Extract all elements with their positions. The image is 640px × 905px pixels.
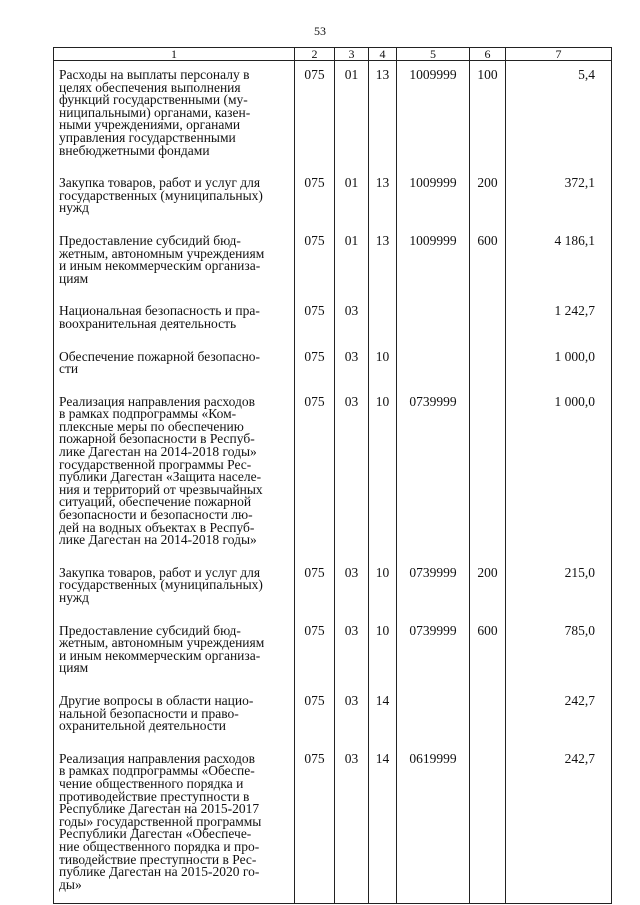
row-subsection-code: 14 [369,687,397,745]
row-amount: 242,7 [506,687,612,745]
row-section-code: 03 [335,687,369,745]
row-description-text: Реализация направления расходов в рамках подпрограммы «Обеспе- чение общественного порядка и противодействие преступности в Республике Дагестан на 2015-2017 годы» государственной программы Республики Дагестан «Обеспече- ние общественного порядка и про- тиводействие преступности в Рес- публике Дагестан на 2015-2020 го- ды» [59,750,262,892]
row-description-text: Реализация направления расходов в рамках подпрограммы «Ком- плексные меры по обеспечению пожарной безопасности в Респуб- лике Дагестан на 2014-2018 годы» государственной программы Рес- публики Дагестан «Защита населе- ния и территорий от чрезвычайных ситуаций, обеспечение пожарной безопасности и безопасности лю- дей на водных объектах в Респуб- лике Дагестан на 2014-2018 годы» [59,393,263,548]
row-expense-type-code: 600 [470,617,506,687]
header-col-3: 3 [335,48,369,61]
row-amount: 242,7 [506,745,612,904]
row-amount: 1 000,0 [506,343,612,388]
row-expense-type-code [470,388,506,559]
row-ministry-code: 075 [295,687,335,745]
row-description-text: Предоставление субсидий бюд- жетным, автономным учреждениям и иным некоммерческим организа- циям [59,232,265,286]
row-description [54,227,295,297]
row-description-text: Другие вопросы в области нацио- нальной безопасности и право- охранительной деятельности [59,692,254,734]
row-subsection-code: 10 [369,559,397,617]
row-target-code: 0739999 [397,617,470,687]
budget-table [53,47,612,904]
row-section-code: 03 [335,559,369,617]
table-row [54,687,612,745]
row-subsection-code: 10 [369,388,397,559]
row-section-code: 03 [335,745,369,904]
row-amount: 5,4 [506,61,612,170]
table-row [54,745,612,904]
row-ministry-code: 075 [295,343,335,388]
row-section-code: 03 [335,343,369,388]
row-target-code: 1009999 [397,169,470,227]
row-ministry-code: 075 [295,745,335,904]
row-expense-type-code: 200 [470,169,506,227]
row-target-code [397,687,470,745]
row-section-code: 03 [335,297,369,342]
row-amount: 215,0 [506,559,612,617]
row-subsection-code: 14 [369,745,397,904]
row-description [54,745,295,904]
row-description [54,343,295,388]
row-ministry-code: 075 [295,388,335,559]
row-description [54,169,295,227]
row-description-text: Закупка товаров, работ и услуг для государственных (муниципальных) нужд [59,564,263,605]
row-expense-type-code [470,297,506,342]
row-subsection-code: 10 [369,617,397,687]
row-description-text: Обеспечение пожарной безопасно- сти [59,348,261,377]
row-description [54,61,295,170]
row-description-text: Национальная безопасность и пра- воохранительная деятельность [59,303,260,331]
row-expense-type-code [470,687,506,745]
table-row [54,227,612,297]
row-subsection-code [369,297,397,342]
row-target-code: 0739999 [397,559,470,617]
row-expense-type-code: 200 [470,559,506,617]
row-section-code: 03 [335,388,369,559]
row-target-code [397,297,470,342]
table-row [54,343,612,388]
row-amount: 372,1 [506,169,612,227]
table-row [54,617,612,687]
row-description [54,297,295,342]
row-section-code: 01 [335,61,369,170]
row-subsection-code: 13 [369,169,397,227]
row-subsection-code: 10 [369,343,397,388]
table-row [54,61,612,170]
header-col-7: 7 [506,48,612,61]
row-ministry-code: 075 [295,617,335,687]
page-number: 53 [314,24,326,38]
row-target-code: 1009999 [397,61,470,170]
row-ministry-code: 075 [295,227,335,297]
row-amount: 4 186,1 [506,227,612,297]
row-expense-type-code [470,343,506,388]
row-expense-type-code [470,745,506,904]
header-col-2: 2 [295,48,335,61]
row-description [54,617,295,687]
row-ministry-code: 075 [295,169,335,227]
header-col-5: 5 [397,48,470,61]
row-expense-type-code: 600 [470,227,506,297]
row-target-code: 0619999 [397,745,470,904]
row-ministry-code: 075 [295,61,335,170]
header-col-4: 4 [369,48,397,61]
row-section-code: 01 [335,169,369,227]
row-amount: 1 242,7 [506,297,612,342]
row-section-code: 01 [335,227,369,297]
row-description [54,388,295,559]
row-subsection-code: 13 [369,227,397,297]
row-description-text: Расходы на выплаты персоналу в целях обеспечения выполнения функций государственными (му- ниципальными) органами, казен- ными учреждениями, органами управления государственными внебюджетными фондами [59,67,251,158]
row-target-code: 1009999 [397,227,470,297]
header-col-6: 6 [470,48,506,61]
table-row [54,559,612,617]
row-target-code [397,343,470,388]
row-ministry-code: 075 [295,559,335,617]
row-description [54,559,295,617]
table-row [54,169,612,227]
row-description-text: Предоставление субсидий бюд- жетным, автономным учреждениям и иным некоммерческим организа- циям [59,622,265,676]
table-body [54,61,612,904]
row-subsection-code: 13 [369,61,397,170]
table-row [54,388,612,559]
table-row [54,297,612,342]
row-amount: 1 000,0 [506,388,612,559]
row-description [54,687,295,745]
row-amount: 785,0 [506,617,612,687]
row-target-code: 0739999 [397,388,470,559]
table-header [54,48,612,61]
row-section-code: 03 [335,617,369,687]
row-description-text: Закупка товаров, работ и услуг для государственных (муниципальных) нужд [59,175,263,216]
header-col-1: 1 [54,48,295,61]
row-expense-type-code: 100 [470,61,506,170]
row-ministry-code: 075 [295,297,335,342]
